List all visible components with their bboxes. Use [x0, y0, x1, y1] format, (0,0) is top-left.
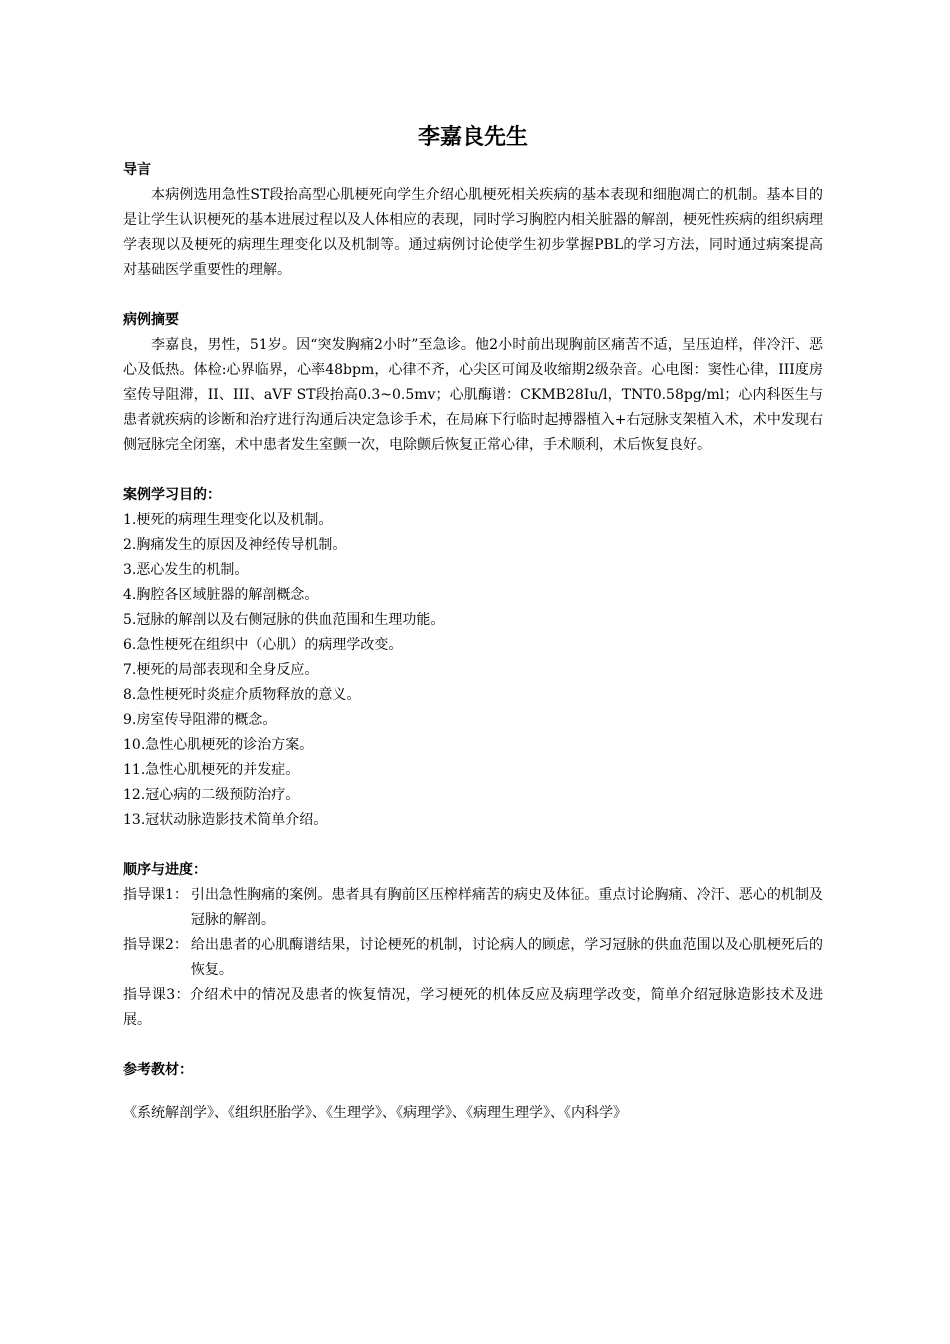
objectives-heading: 案例学习目的：	[123, 487, 221, 503]
intro-paragraph: 本病例选用急性ST段抬高型心肌梗死向学生介绍心肌梗死相关疾病的基本表现和细胞凋亡的机制。基本目的是让学生认识梗死的基本进展过程以及人体相应的表现，同时学习胸腔内相关脏器的解剖，梗死性疾病的组织病理学表现以及梗死的病理生理变化以及机制等。通过病例讨论使学生初步掌握PBL的学习方法，同时通过病案提高对基础医学重要性的理解。	[123, 187, 823, 278]
objective-item: 7.梗死的局部表现和全身反应。	[123, 662, 319, 678]
spacer	[123, 458, 823, 483]
lesson-label: 指导课1：	[123, 887, 188, 903]
spacer	[123, 1033, 823, 1058]
objective-item: 11.急性心肌梗死的并发症。	[123, 762, 300, 778]
objective-item: 1.梗死的病理生理变化以及机制。	[123, 512, 333, 528]
lesson-text: 给出患者的心肌酶谱结果，讨论梗死的机制，讨论病人的顾虑，学习冠脉的供血范围以及心肌梗死后的恢复。	[190, 937, 823, 978]
objectives-list	[123, 508, 823, 833]
objective-item: 4.胸腔各区域脏器的解剖概念。	[123, 587, 319, 603]
intro-heading: 导言	[123, 162, 151, 178]
spacer	[123, 833, 823, 858]
references-list: 《系统解剖学》、《组织胚胎学》、《生理学》、《病理学》、《病理生理学》、《内科学》	[123, 1105, 627, 1121]
lesson-text: 介绍术中的情况及患者的恢复情况，学习梗死的机体反应及病理学改变，简单介绍冠脉造影技术及进展。	[123, 987, 823, 1028]
objective-item: 3.恶心发生的机制。	[123, 562, 249, 578]
objective-item: 2.胸痛发生的原因及神经传导机制。	[123, 537, 347, 553]
objective-item: 5.冠脉的解剖以及右侧冠脉的供血范围和生理功能。	[123, 612, 445, 628]
lesson-1	[123, 883, 823, 933]
lesson-3	[123, 983, 823, 1033]
lesson-label: 指导课2：	[123, 937, 188, 953]
lesson-text: 引出急性胸痛的案例。患者具有胸前区压榨样痛苦的病史及体征。重点讨论胸痛、冷汗、恶心的机制及冠脉的解剖。	[190, 887, 823, 928]
schedule-heading: 顺序与进度：	[123, 862, 207, 878]
objective-item: 12.冠心病的二级预防治疗。	[123, 787, 300, 803]
lesson-2	[123, 933, 823, 983]
references-heading: 参考教材：	[123, 1062, 193, 1078]
document-page	[123, 118, 823, 1126]
objective-item: 10.急性心肌梗死的诊治方案。	[123, 737, 314, 753]
summary-heading: 病例摘要	[123, 312, 179, 328]
objective-item: 6.急性梗死在组织中（心肌）的病理学改变。	[123, 637, 403, 653]
objective-item: 8.急性梗死时炎症介质物释放的意义。	[123, 687, 361, 703]
objective-item: 9.房室传导阻滞的概念。	[123, 712, 277, 728]
objective-item: 13.冠状动脉造影技术简单介绍。	[123, 812, 328, 828]
document-title: 李嘉良先生	[417, 125, 528, 150]
spacer	[123, 283, 823, 308]
lesson-label: 指导课3：	[123, 987, 190, 1003]
spacer	[123, 1083, 823, 1101]
summary-paragraph: 李嘉良，男性，51岁。因“突发胸痛2小时”至急诊。他2小时前出现胸前区痛苦不适，呈压迫样，伴冷汗、恶心及低热。体检:心界临界，心率48bpm，心律不齐，心尖区可闻及收缩期2级杂音。心电图：窦性心律，III度房室传导阻滞，II、III、aVF ST段抬高0.3~0.5mv；心肌酶谱：CKMB28Iu/l，TNT0.58pg/ml；心内科医生与患者就疾病的诊断和治疗进行沟通后决定急诊手术，在局麻下行临时起搏器植入+右冠脉支架植入术，术中发现右侧冠脉完全闭塞，术中患者发生室颤一次，电除颤后恢复正常心律，手术顺利，术后恢复良好。	[123, 337, 823, 453]
